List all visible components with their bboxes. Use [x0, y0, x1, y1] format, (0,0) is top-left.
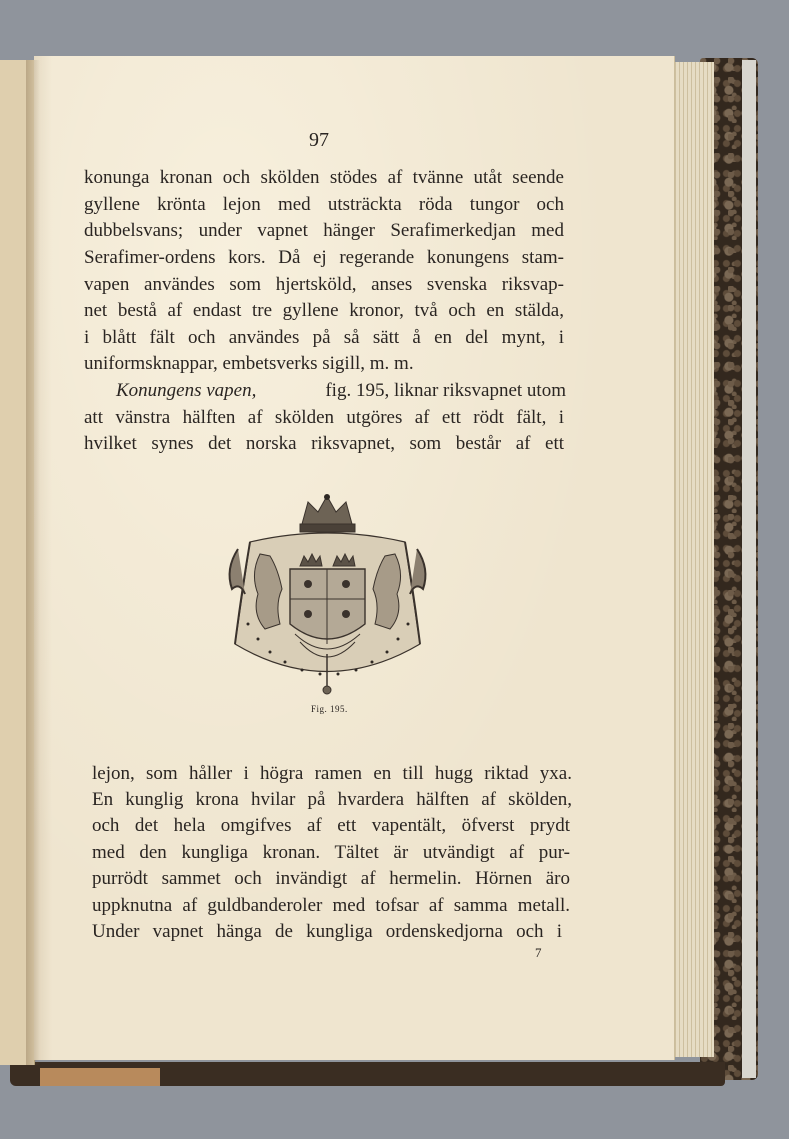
text-line: En kunglig krona hvilar på hvardera hälften af skölden, [92, 789, 572, 810]
text-line: hvilket synes det norska riksvapnet, som består af ett [84, 433, 564, 454]
page-stack-right [668, 62, 714, 1057]
text-line: net bestå af endast tre gyllene kronor, två och en stälda, [84, 300, 564, 321]
text-line: att vänstra hälften af skölden utgöres af ett rödt fält, i [84, 407, 564, 428]
text-line: med den kungliga kronan. Tältet är utvändigt af pur- [92, 842, 570, 863]
catchword: 7 [535, 945, 542, 960]
text-line-rest: fig. 195, liknar riksvapnet utom [325, 380, 566, 401]
figure-caption: Fig. 195. [311, 704, 348, 714]
text-line: purrödt sammet och invändigt af hermelin. Hörnen äro [92, 868, 570, 889]
text-line: lejon, som håller i högra ramen en till hugg riktad yxa. [92, 763, 572, 784]
gutter-shadow [26, 60, 40, 1065]
text-line: Under vapnet hänga de kungliga ordenskedjorna och i [92, 921, 562, 942]
text-line: och det hela omgifves af ett vapentält, öfverst prydt [92, 815, 570, 836]
text-line: dubbelsvans; under vapnet hänger Serafimerkedjan med [84, 220, 564, 241]
page-number: 97 [309, 129, 329, 151]
coat-of-arms-illustration [220, 494, 435, 698]
text-line: konunga kronan och skölden stödes af tvänne utåt seende [84, 167, 564, 188]
text-line: vapen användes som hjertsköld, anses svenska riksvap- [84, 274, 564, 295]
text-line: Serafimer-ordens kors. Då ej regerande konungens stam- [84, 247, 564, 268]
italic-heading: Konungens vapen, [116, 380, 257, 401]
text-line: gyllene krönta lejon med utsträckta röda tungor och [84, 194, 564, 215]
cover-edge-strip [742, 60, 756, 1078]
cover-bottom-leather [40, 1068, 160, 1086]
text-line: uniformsknappar, embetsverks sigill, m. m. [84, 353, 414, 374]
text-line: i blått fält och användes på så sätt å en del mynt, i [84, 327, 564, 348]
text-line: uppknutna af guldbanderoler med tofsar af samma metall. [92, 895, 570, 916]
text-line-konungens [116, 381, 566, 400]
